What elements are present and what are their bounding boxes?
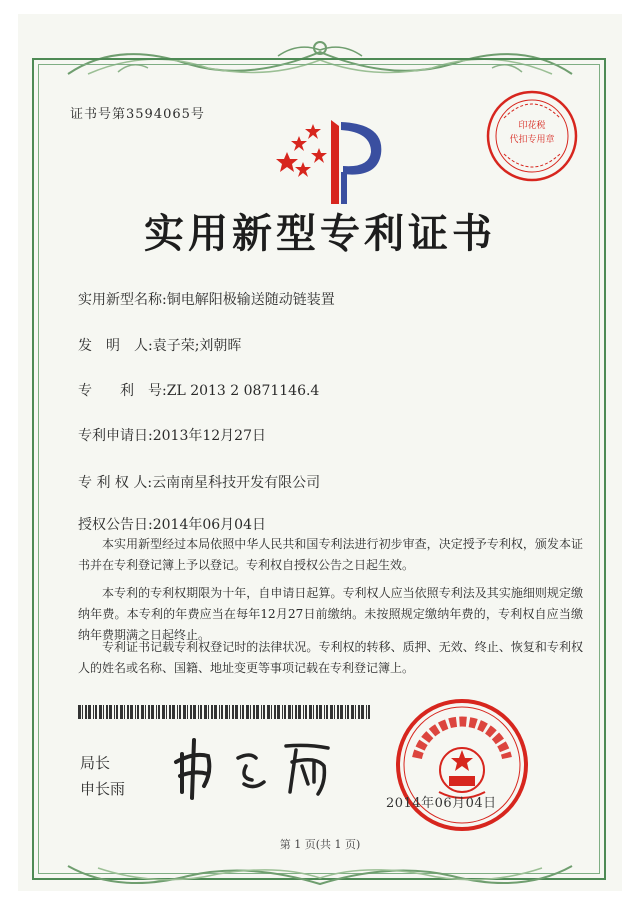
barcode-icon: [78, 705, 374, 719]
field-label: 授权公告日:: [78, 517, 153, 533]
field-utility-model-name: [78, 289, 335, 309]
field-value: 2014年06月04日: [152, 517, 266, 533]
bottom-ornament-icon: [58, 860, 582, 896]
field-value: 铜电解阳极输送随动链装置: [166, 292, 335, 308]
body-paragraph: 本专利的专利权期限为十年，自申请日起算。专利权人应当依照专利法及其实施细则规定缴纳年费。本专利的年费应当在每年12月27日前缴纳。未按照规定缴纳年费的，专利权自应当缴纳年费期满之日起终止。: [78, 586, 583, 642]
field-value: ZL 2013 2 0871146.4: [166, 383, 320, 399]
director-name: 申长雨: [80, 780, 126, 798]
field-value: 云南南星科技开发有限公司: [152, 475, 321, 491]
seal-date: 2014年06月04日: [386, 796, 497, 811]
official-seal-icon: [393, 696, 531, 834]
field-value: 袁子荣;刘朝晖: [152, 338, 242, 354]
svg-text:印花税: 印花税: [518, 121, 546, 131]
body-paragraph: 专利证书记载专利权登记时的法律状况。专利权的转移、质押、无效、终止、恢复和专利权人的姓名或名称、国籍、地址变更等事项记载在专利登记簿上。: [78, 640, 583, 675]
field-patentee: [78, 472, 320, 492]
field-label: 专利申请日:: [78, 428, 153, 444]
field-label: 专 利 号:: [78, 383, 167, 399]
director-title: 局长: [80, 754, 111, 772]
field-value: 2013年12月27日: [152, 428, 266, 444]
field-inventor: [78, 335, 241, 355]
certificate-title: 实用新型专利证书: [144, 210, 496, 257]
tax-stamp-icon: [484, 88, 580, 184]
director-signature-icon: [168, 732, 344, 802]
certificate-number: 证书号第3594065号: [70, 107, 205, 122]
svg-text:代扣专用章: 代扣专用章: [509, 135, 555, 145]
patent-office-logo-icon: [273, 112, 393, 212]
field-label: 专 利 权 人:: [78, 475, 153, 491]
body-paragraph: 本实用新型经过本局依照中华人民共和国专利法进行初步审查，决定授予专利权，颁发本证书并在专利登记簿上予以登记。专利权自授权公告之日起生效。: [78, 537, 583, 572]
page-indicator: 第 1 页(共 1 页): [279, 838, 361, 851]
field-grant-date: [78, 514, 266, 534]
field-application-date: [78, 425, 266, 445]
field-patent-number: [78, 380, 319, 400]
field-label: 实用新型名称:: [78, 292, 167, 308]
field-label: 发 明 人:: [78, 338, 153, 354]
certificate-sheet: [18, 14, 622, 891]
